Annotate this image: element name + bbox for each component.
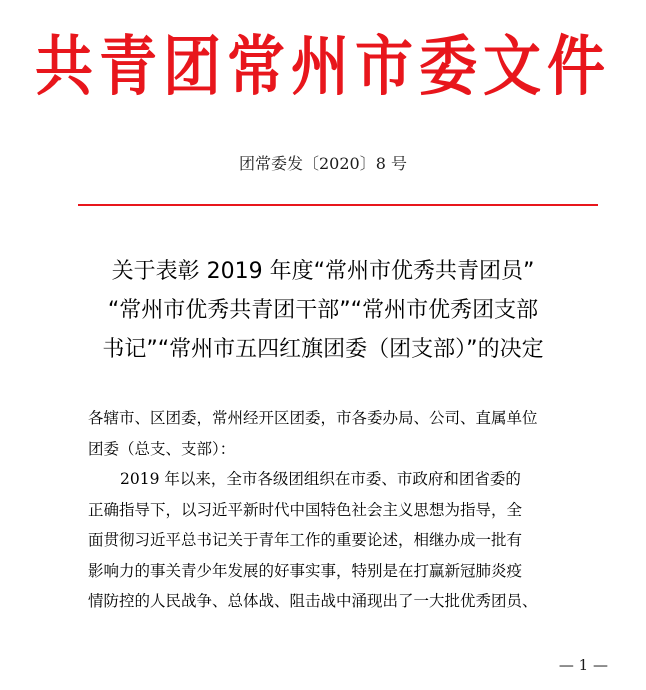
document-title	[0, 252, 646, 369]
document-number: 团常委发〔2020〕8 号	[239, 154, 407, 173]
addressee-line: 团委（总支、支部）：	[88, 439, 236, 458]
paragraph-line: 正确指导下，以习近平新时代中国特色社会主义思想为指导，全	[88, 500, 523, 519]
document-masthead: 共青团常州市委文件	[34, 28, 611, 105]
paragraph-line: 面贯彻习近平总书记关于青年工作的重要论述，相继办成一批有	[88, 531, 523, 549]
addressee-line: 各辖市、区团委，常州经开区团委，市各委办局、公司、直属单位	[88, 409, 538, 427]
red-divider-line	[78, 204, 598, 206]
document-body	[88, 403, 608, 617]
title-line: 书记”“常州市五四红旗团委（团支部）”的决定	[102, 337, 544, 362]
title-line: “常州市优秀共青团干部”“常州市优秀团支部	[107, 298, 539, 323]
paragraph-line: 影响力的事关青少年发展的好事实事，特别是在打赢新冠肺炎疫	[88, 561, 523, 580]
paragraph-line: 情防控的人民战争、总体战、阻击战中涌现出了一大批优秀团员、	[88, 592, 538, 610]
page-number: — 1 —	[558, 656, 608, 674]
title-line: 关于表彰 2019 年度“常州市优秀共青团员”	[111, 259, 535, 284]
paragraph-line: 2019 年以来，全市各级团组织在市委、市政府和团省委的	[120, 470, 521, 488]
